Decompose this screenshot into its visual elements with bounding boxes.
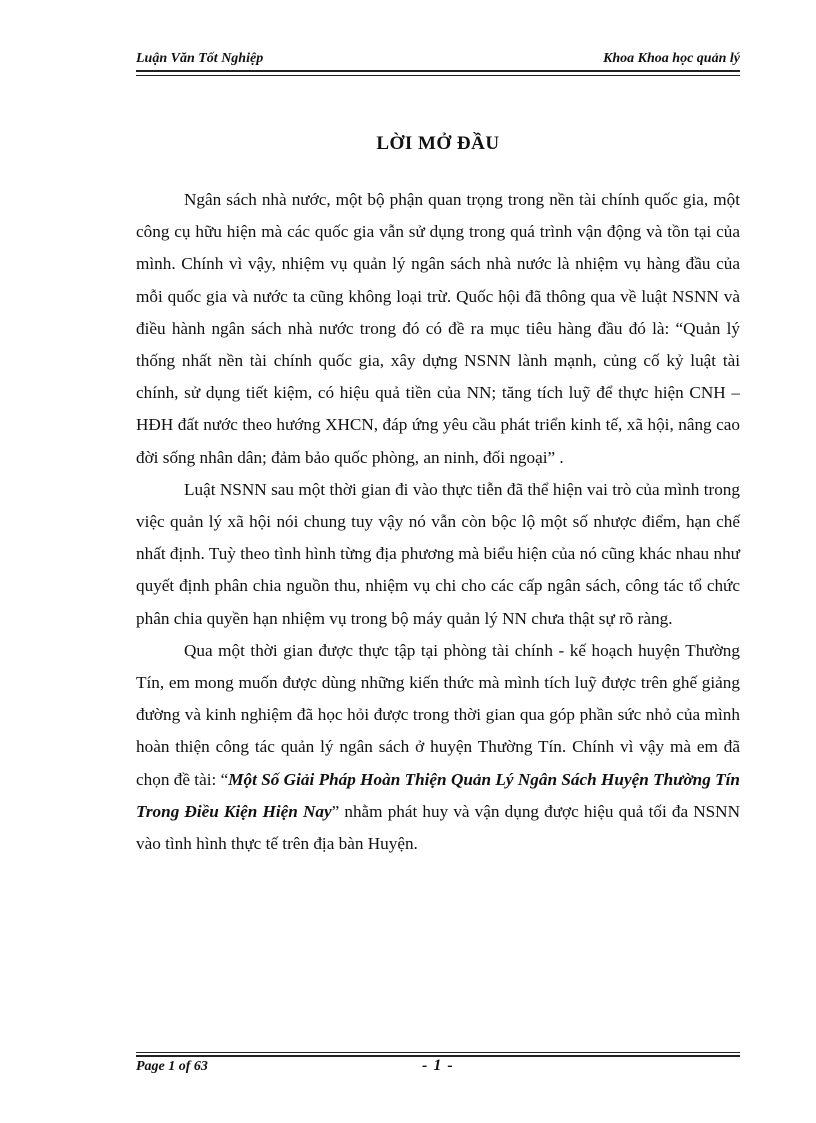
header-divider — [136, 70, 740, 72]
page-header — [136, 50, 740, 70]
header-faculty-label: Khoa Khoa học quản lý — [603, 51, 740, 66]
page-count-label: Page 1 of 63 — [136, 1059, 208, 1074]
paragraph-2: Luật NSNN sau một thời gian đi vào thực tiễn đã thể hiện vai trò của mình trong việc quản lý xã hội nói chung tuy vậy nó vẫn còn bộc lộ một số nhược điểm, hạn chế nhất định. Tuỳ theo tình hình từng địa phương mà biểu hiện của nó cũng khác nhau như quyết định phân chia nguồn thu, nhiệm vụ chi cho các cấp ngân sách, công tác tổ chức phân chia quyền hạn nhiệm vụ trong bộ máy quản lý NN chưa thật sự rõ ràng. — [136, 479, 740, 628]
paragraph-3-outro: ” nhằm phát huy và vận dụng được hiệu quả tối đa NSNN vào tình hình thực tế trên địa bàn Huyện. — [136, 801, 740, 854]
paragraph-3-intro: Qua một thời gian được thực tập tại phòng tài chính - kế hoạch huyện Thường Tín, em mong muốn được dùng những kiến thức mà mình tích luỹ được trên ghế giảng đường và kinh nghiệm đã học hỏi được trong thời gian qua góp phần sức nhỏ của mình hoàn thiện công tác quản lý ngân sách ở huyện Thường Tín. Chính vì vậy mà em đã chọn đề tài: “ — [136, 640, 740, 789]
paragraph-1: Ngân sách nhà nước, một bộ phận quan trọng trong nền tài chính quốc gia, một công cụ hữu hiện mà các quốc gia vẫn sử dụng trong quá trình vận động và tồn tại của mình. Chính vì vậy, nhiệm vụ quản lý ngân sách nhà nước là nhiệm vụ hàng đầu của mỗi quốc gia và nước ta cũng không loại trừ. Quốc hội đã thông qua về luật NSNN và điều hành ngân sách nhà nước trong đó có đề ra mục tiêu hàng đầu đó là: “Quản lý thống nhất nền tài chính quốc gia, xây dựng NSNN lành mạnh, củng cố kỷ luật tài chính, sử dụng tiết kiệm, có hiệu quả tiền của NN; tăng tích luỹ để thực hiện CNH – HĐH đất nước theo hướng XHCN, đáp ứng yêu cầu phát triển kinh tế, xã hội, nâng cao đời sống nhân dân; đảm bảo quốc phòng, an ninh, đối ngoại” . — [136, 190, 740, 467]
paragraph-3 — [136, 635, 740, 860]
header-thesis-label: Luận Văn Tốt Nghiệp — [136, 51, 264, 66]
footer-divider-thin — [136, 1052, 740, 1053]
header-divider-thin — [136, 75, 740, 76]
page-footer — [136, 1058, 740, 1078]
document-body — [136, 184, 740, 860]
page-number: - 1 - — [422, 1057, 454, 1074]
page-title: LỜI MỞ ĐẦU — [376, 133, 500, 154]
thesis-topic-title: Một Số Giải Pháp Hoàn Thiện Quản Lý Ngân Sách Huyện Thường Tín Trong Điều Kiện Hiện Nay — [136, 769, 740, 821]
